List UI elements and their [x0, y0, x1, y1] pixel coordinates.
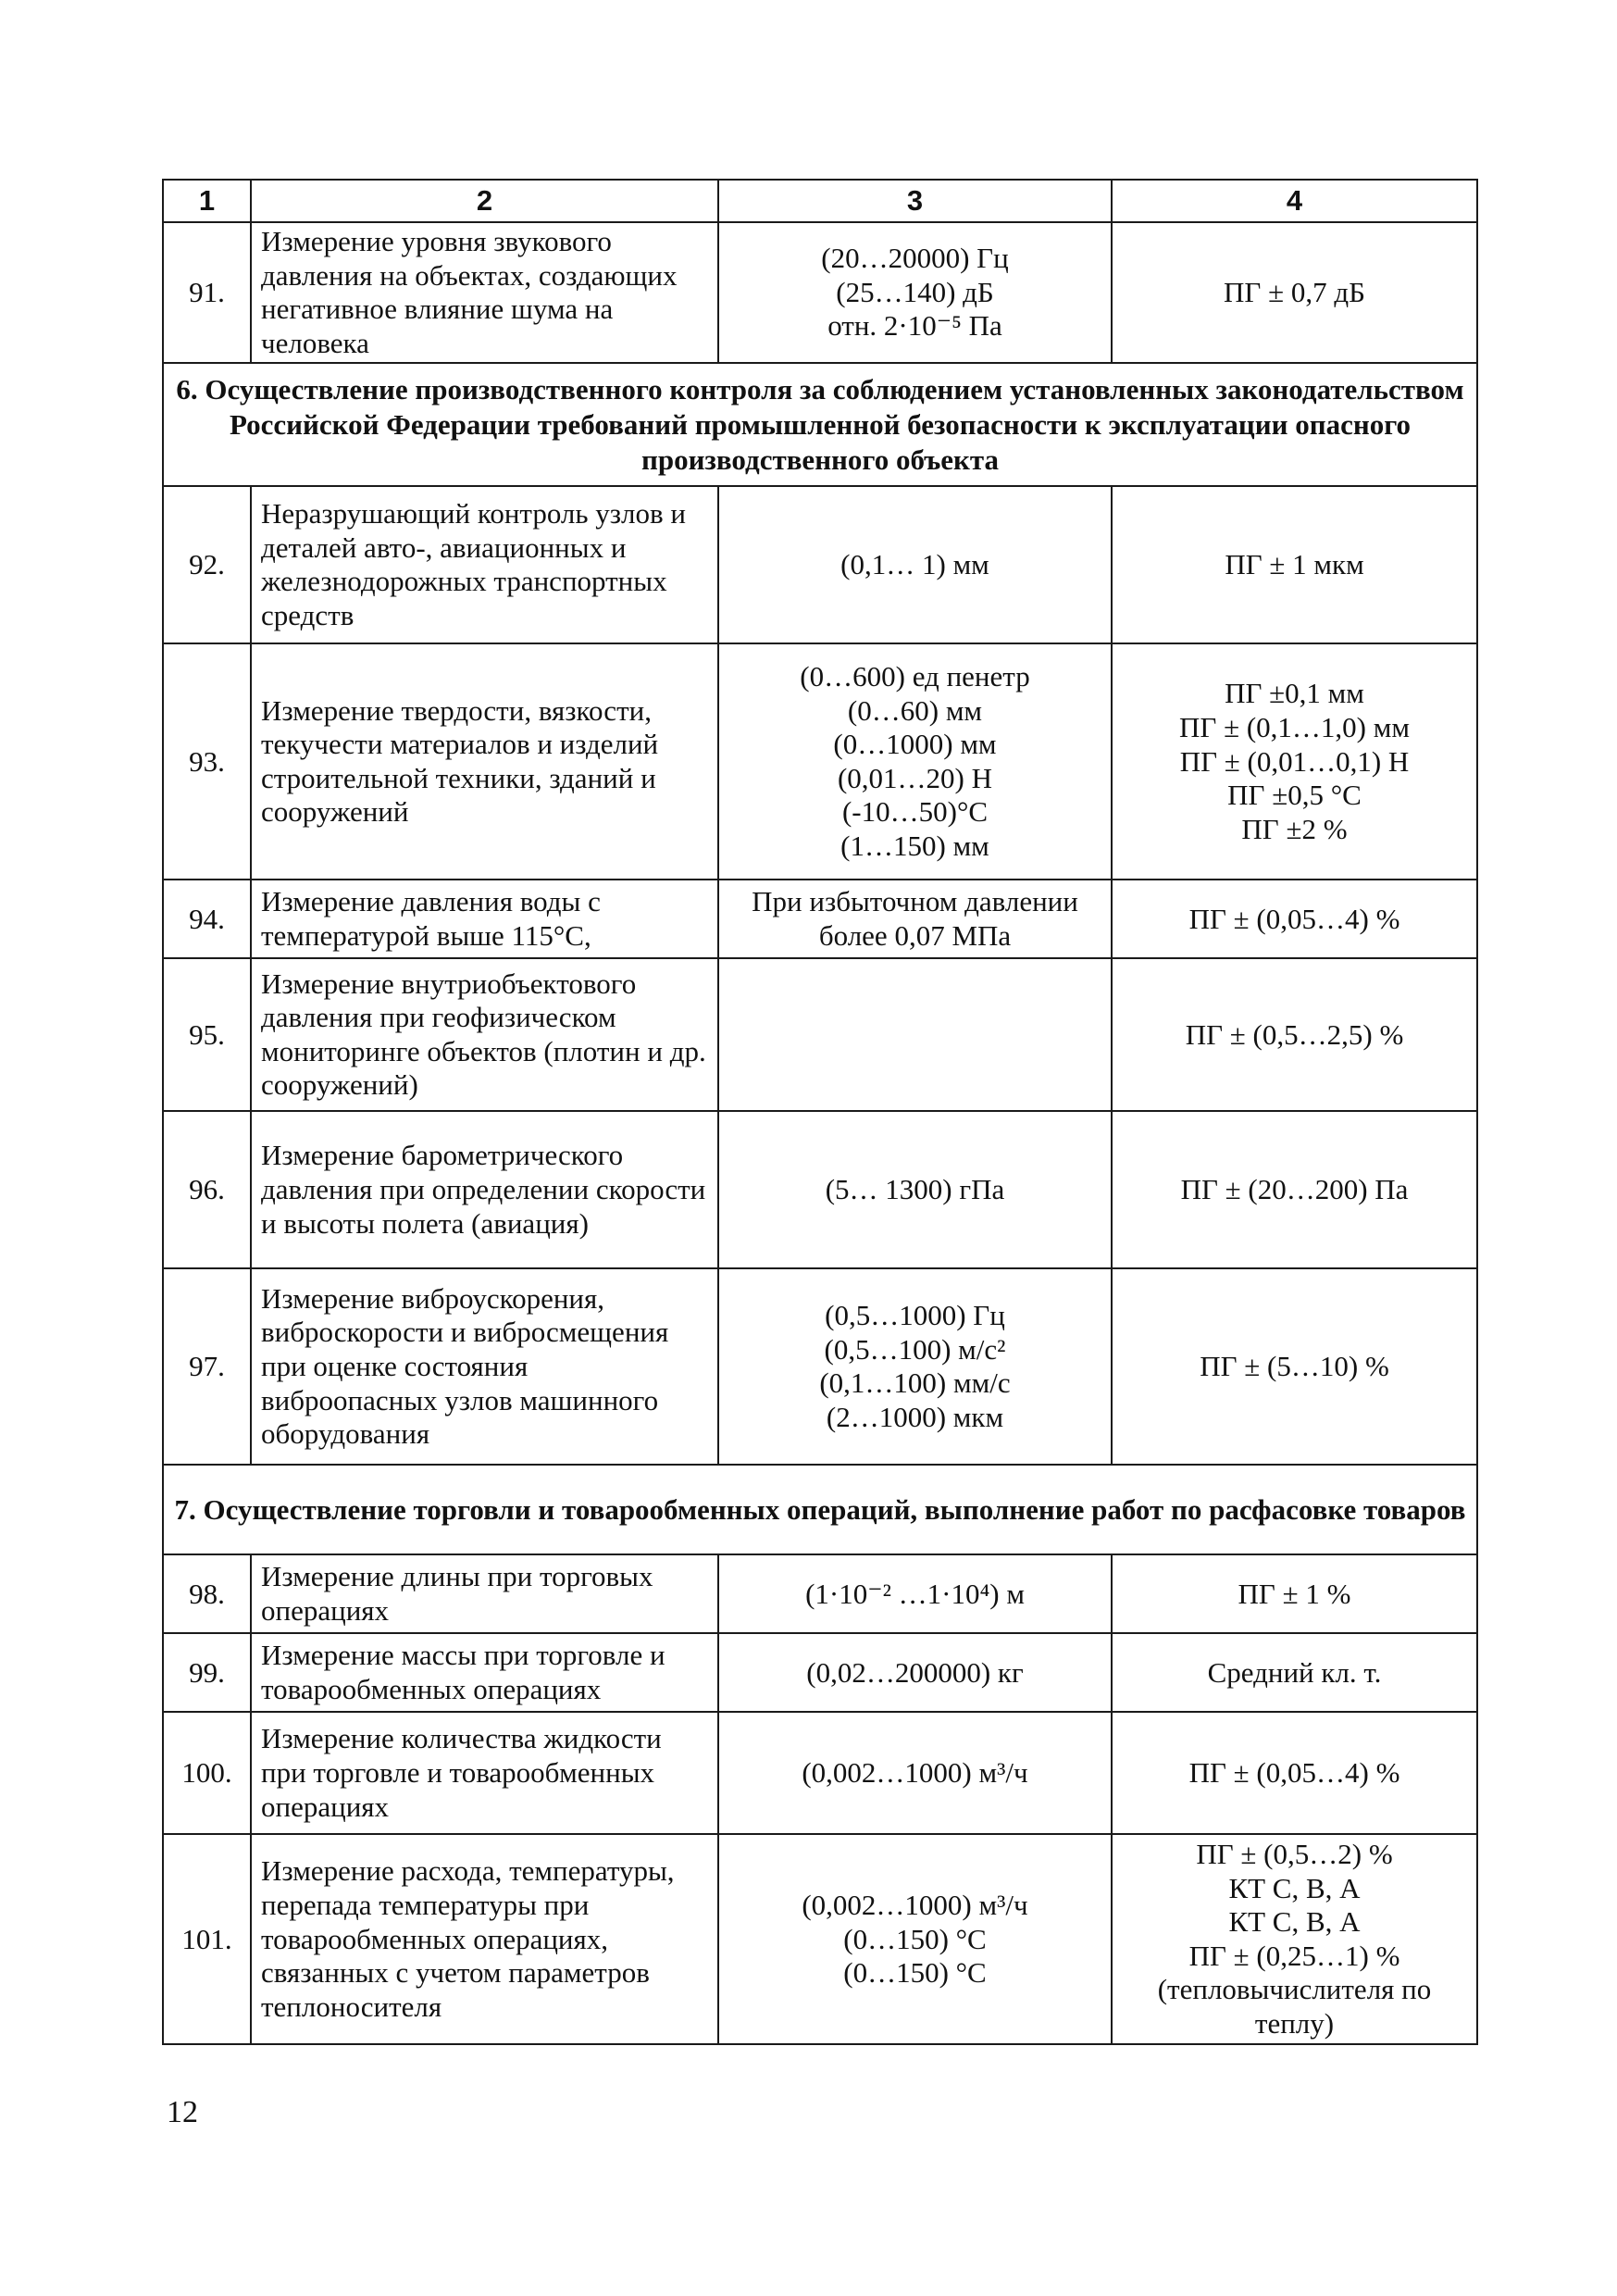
- table-row: [163, 1268, 1477, 1465]
- table-row: [163, 1633, 1477, 1712]
- measurement-description: Измерение виброускорения, виброскорости и вибросмещения при оценке состояния виброопасных узлов машинного оборудования: [251, 1268, 718, 1465]
- accuracy-requirement: [1112, 1268, 1477, 1465]
- measurement-range: [718, 643, 1112, 880]
- row-number: 98.: [163, 1554, 251, 1633]
- table-row: [163, 222, 1477, 363]
- measurement-range: [718, 1111, 1112, 1268]
- range-line: (1…150) мм: [840, 829, 989, 862]
- accuracy-requirement: [1112, 958, 1477, 1111]
- accuracy-line: ПГ ±2 %: [1241, 812, 1348, 845]
- measurement-description: Измерение давления воды с температурой выше 115°С,: [251, 880, 718, 958]
- range-line: (0,1… 1) мм: [840, 548, 989, 581]
- range-line: (0,002…1000) м³/ч: [802, 1888, 1028, 1921]
- measurement-range: [718, 880, 1112, 958]
- accuracy-line: ПГ ±0,5 °С: [1227, 779, 1362, 812]
- accuracy-line: ПГ ± (5…10) %: [1200, 1350, 1389, 1383]
- measurement-description: Измерение массы при торговле и товарообменных операциях: [251, 1633, 718, 1712]
- accuracy-requirement: [1112, 1554, 1477, 1633]
- accuracy-requirement: [1112, 1111, 1477, 1268]
- measurement-description: Измерение длины при торговых операциях: [251, 1554, 718, 1633]
- accuracy-line: ПГ ± (0,01…0,1) Н: [1179, 744, 1410, 778]
- range-line: более 0,07 МПа: [818, 918, 1012, 952]
- row-number: 100.: [163, 1712, 251, 1834]
- table-row: [163, 1554, 1477, 1633]
- measurement-description: Измерение уровня звукового давления на объектах, создающих негативное влияние шума на человека: [251, 222, 718, 363]
- range-line: отн. 2·10⁻⁵ Па: [827, 309, 1002, 343]
- accuracy-requirement: [1112, 1633, 1477, 1712]
- accuracy-line: (тепловычислителя по теплу): [1157, 1973, 1432, 2040]
- accuracy-line: КТ С, В, А: [1228, 1871, 1361, 1904]
- measurement-description: Измерение количества жидкости при торговле и товарообменных операциях: [251, 1712, 718, 1834]
- measurement-description: Измерение твердости, вязкости, текучести материалов и изделий строительной техники, зданий и сооружений: [251, 643, 718, 880]
- range-line: (0…150) °С: [843, 1956, 987, 1990]
- range-line: (0…600) ед пенетр: [800, 660, 1030, 693]
- range-line: (2…1000) мкм: [826, 1400, 1004, 1433]
- accuracy-line: ПГ ± 0,7 дБ: [1224, 275, 1365, 308]
- row-number: 92.: [163, 486, 251, 643]
- row-number: 93.: [163, 643, 251, 880]
- measurement-range: [718, 486, 1112, 643]
- range-line: (0,002…1000) м³/ч: [802, 1756, 1028, 1790]
- row-number: 94.: [163, 880, 251, 958]
- measurement-description: Измерение барометрического давления при определении скорости и высоты полета (авиация): [251, 1111, 718, 1268]
- measurement-description: Измерение внутриобъектового давления при геофизическом мониторинге объектов (плотин и др. сооружений): [251, 958, 718, 1111]
- measurement-range: [718, 1554, 1112, 1633]
- table-row: [163, 1834, 1477, 2044]
- row-number: 97.: [163, 1268, 251, 1465]
- header-cell-2: 2: [251, 180, 718, 222]
- accuracy-line: ПГ ± (0,5…2) %: [1196, 1838, 1393, 1871]
- range-line: (1·10⁻² …1·10⁴) м: [805, 1577, 1025, 1610]
- page-number: 12: [167, 2095, 198, 2129]
- range-line: (0,5…1000) Гц: [825, 1299, 1005, 1332]
- table-row: [163, 1111, 1477, 1268]
- range-line: При избыточном давлении: [752, 885, 1078, 918]
- header-cell-3: 3: [718, 180, 1112, 222]
- section-title: 7. Осуществление торговли и товарообменных операций, выполнение работ по расфасовке товаров: [163, 1465, 1477, 1554]
- measurement-range: [718, 1268, 1112, 1465]
- accuracy-line: ПГ ± 1 мкм: [1225, 548, 1364, 581]
- range-line: (0…150) °С: [843, 1922, 987, 1955]
- measurement-description: Неразрушающий контроль узлов и деталей авто-, авиационных и железнодорожных транспортных средств: [251, 486, 718, 643]
- header-cell-1: 1: [163, 180, 251, 222]
- measurement-range: [718, 1633, 1112, 1712]
- header-row: [163, 180, 1477, 222]
- row-number: 101.: [163, 1834, 251, 2044]
- accuracy-line: ПГ ± 1 %: [1238, 1577, 1351, 1610]
- accuracy-line: Средний кл. т.: [1207, 1655, 1382, 1689]
- accuracy-requirement: [1112, 1834, 1477, 2044]
- section-row: [163, 363, 1477, 486]
- section-row: [163, 1465, 1477, 1554]
- measurement-range: [718, 1834, 1112, 2044]
- range-line: (25…140) дБ: [836, 275, 994, 308]
- range-line: (5… 1300) гПа: [825, 1173, 1005, 1206]
- accuracy-line: ПГ ± (0,05…4) %: [1188, 1756, 1400, 1790]
- row-number: 95.: [163, 958, 251, 1111]
- range-line: (0,5…100) м/с²: [824, 1332, 1006, 1366]
- accuracy-line: ПГ ± (0,1…1,0) мм: [1179, 710, 1410, 743]
- accuracy-line: ПГ ±0,1 мм: [1225, 677, 1364, 710]
- row-number: 99.: [163, 1633, 251, 1712]
- accuracy-requirement: [1112, 1712, 1477, 1834]
- range-line: (20…20000) Гц: [821, 242, 1009, 275]
- accuracy-requirement: [1112, 643, 1477, 880]
- requirements-table: [162, 179, 1478, 2045]
- section-title: 6. Осуществление производственного контроля за соблюдением установленных законодательством Российской Федерации требований промышленной безопасности к эксплуатации опасного производственного объекта: [163, 363, 1477, 486]
- range-line: (0…60) мм: [847, 693, 983, 727]
- row-number: 91.: [163, 222, 251, 363]
- table-row: [163, 958, 1477, 1111]
- accuracy-line: ПГ ± (0,5…2,5) %: [1185, 1017, 1404, 1051]
- measurement-description: Измерение расхода, температуры, перепада температуры при товарообменных операциях, связанных с учетом параметров теплоносителя: [251, 1834, 718, 2044]
- table-row: [163, 1712, 1477, 1834]
- table-row: [163, 643, 1477, 880]
- table-row: [163, 880, 1477, 958]
- accuracy-line: ПГ ± (0,25…1) %: [1188, 1939, 1400, 1972]
- accuracy-line: КТ С, В, А: [1228, 1905, 1361, 1939]
- range-line: (0,02…200000) кг: [806, 1655, 1024, 1689]
- accuracy-line: ПГ ± (0,05…4) %: [1188, 902, 1400, 935]
- range-line: (-10…50)°С: [841, 795, 989, 829]
- range-line: (0,1…100) мм/с: [819, 1366, 1011, 1400]
- accuracy-requirement: [1112, 222, 1477, 363]
- accuracy-requirement: [1112, 486, 1477, 643]
- range-line: (0,01…20) Н: [837, 761, 993, 794]
- accuracy-requirement: [1112, 880, 1477, 958]
- table-row: [163, 486, 1477, 643]
- accuracy-line: ПГ ± (20…200) Па: [1180, 1173, 1409, 1206]
- measurement-range: [718, 1712, 1112, 1834]
- measurement-range: [718, 222, 1112, 363]
- header-cell-4: 4: [1112, 180, 1477, 222]
- measurement-range: [718, 958, 1112, 1111]
- row-number: 96.: [163, 1111, 251, 1268]
- range-line: (0…1000) мм: [833, 728, 997, 761]
